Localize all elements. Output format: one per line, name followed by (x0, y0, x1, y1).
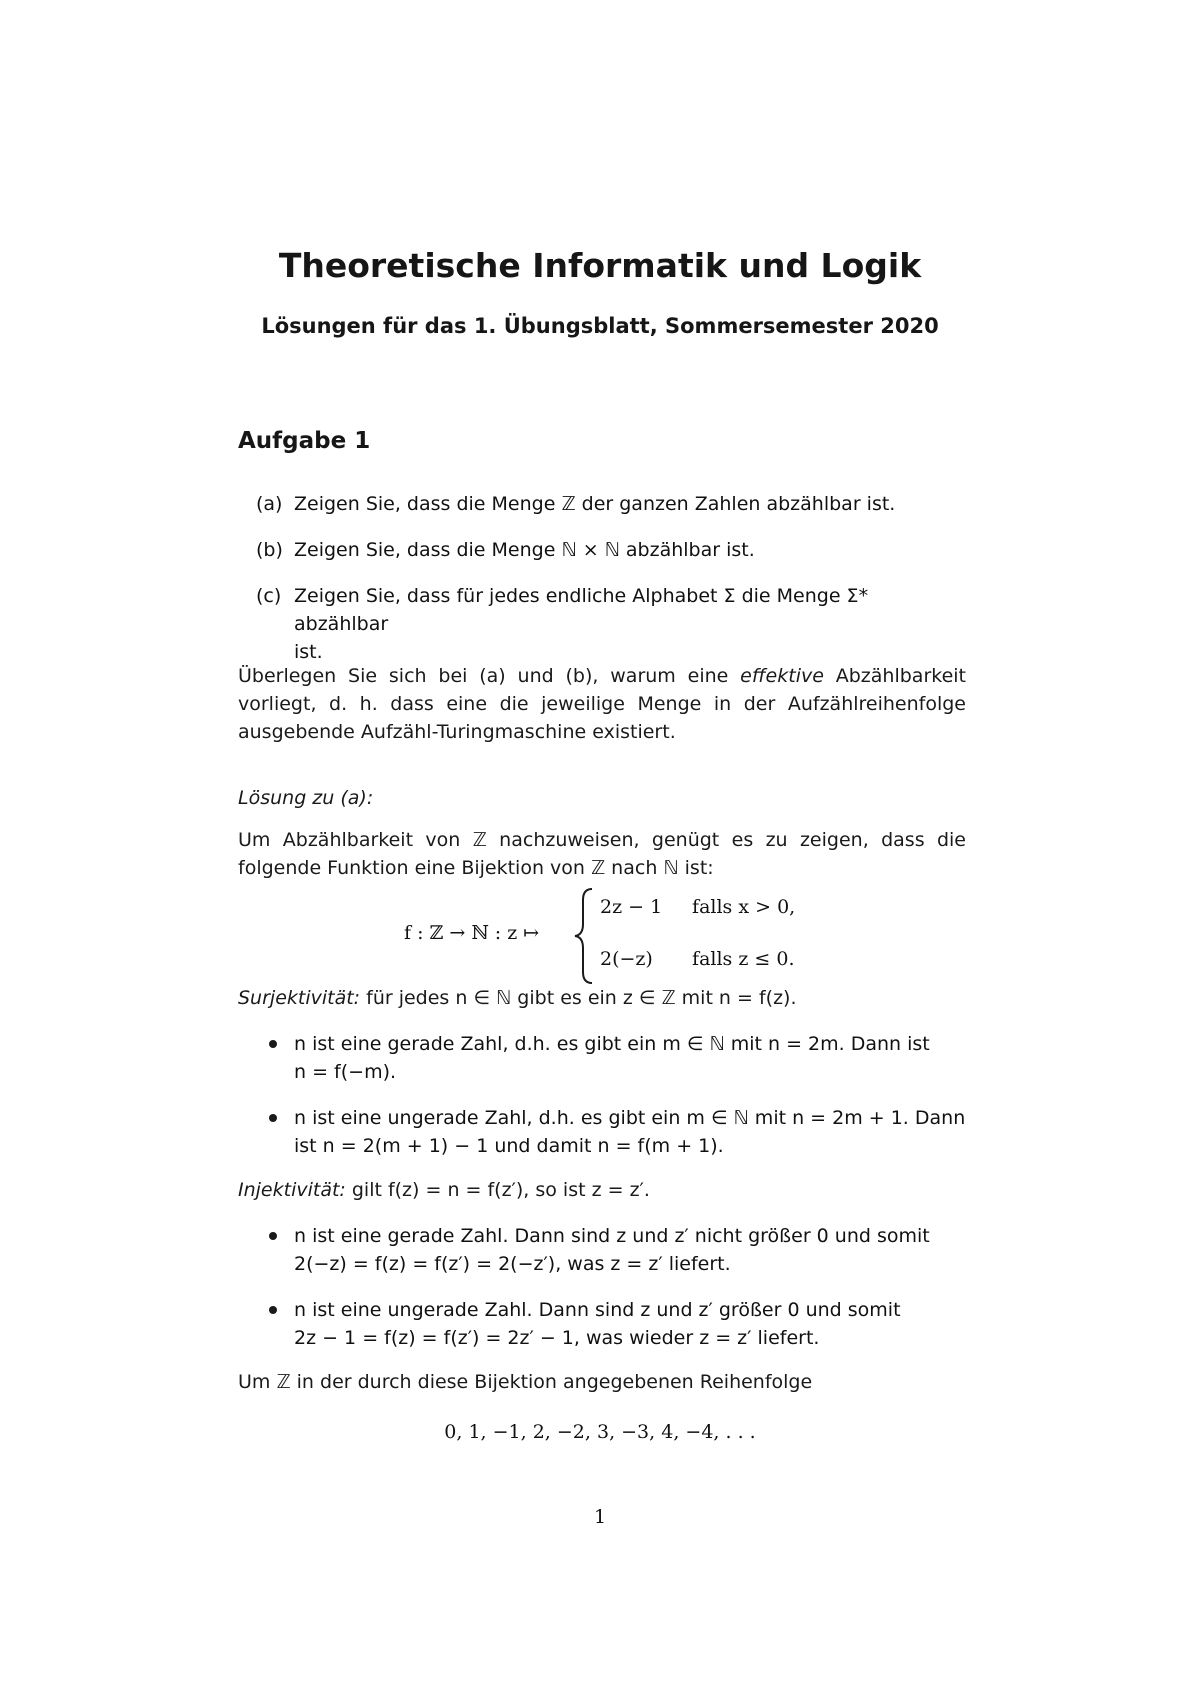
injectivity-statement (238, 1176, 966, 1204)
document-title: Theoretische Informatik und Logik (278, 246, 922, 285)
surjectivity-text: für jedes n ∈ ℕ gibt es ein z ∈ ℤ mit n = f(z). (360, 987, 797, 1009)
bullet-line: n = f(−m). (294, 1061, 397, 1083)
page-number: 1 (593, 1506, 607, 1528)
task-note (238, 662, 966, 746)
order-intro: Um ℤ in der durch diese Bijektion angegebenen Reihenfolge (238, 1371, 813, 1393)
document-subtitle: Lösungen für das 1. Übungsblatt, Sommersemester 2020 (261, 314, 939, 338)
surjectivity-label: Surjektivität: (238, 987, 361, 1009)
function-signature: f : ℤ → ℕ : z ↦ (404, 922, 540, 944)
case-expression: 2z − 1 (600, 896, 663, 918)
task-label: (b) (256, 539, 283, 561)
enumeration-sequence: 0, 1, −1, 2, −2, 3, −3, 4, −4, . . . (444, 1421, 756, 1443)
note-emphasis: effektive (740, 665, 824, 687)
task-text: Zeigen Sie, dass die Menge ℤ der ganzen Zahlen abzählbar ist. (294, 493, 896, 515)
case-condition: falls z ≤ 0. (692, 948, 795, 970)
bullet-icon (269, 1232, 277, 1240)
bullet-line: n ist eine ungerade Zahl, d.h. es gibt ein m ∈ ℕ mit n = 2m + 1. Dann (294, 1107, 966, 1129)
exercise-heading: Aufgabe 1 (238, 428, 371, 454)
bullet-line: n ist eine gerade Zahl. Dann sind z und z′ nicht größer 0 und somit (294, 1225, 930, 1247)
curly-brace (572, 886, 594, 986)
case-condition: falls x > 0, (692, 896, 796, 918)
bullet-line: ist n = 2(m + 1) − 1 und damit n = f(m + 1). (294, 1135, 724, 1157)
injectivity-label: Injektivität: (238, 1179, 346, 1201)
injectivity-text: gilt f(z) = n = f(z′), so ist z = z′. (345, 1179, 650, 1201)
bullet-icon (269, 1040, 277, 1048)
note-text: Überlegen Sie sich bei (a) und (b), warum eine (238, 665, 741, 687)
case-row-2 (600, 948, 795, 970)
note-text: Abzählbarkeit vorliegt, d. h. dass eine die jeweilige Menge in der Aufzählreihenfolge ausgebende Aufzähl-Turingmaschine existiert. (238, 665, 966, 743)
task-label: (a) (256, 493, 283, 515)
bullet-icon (269, 1306, 277, 1314)
case-expression: 2(−z) (600, 948, 653, 970)
solution-intro: Um Abzählbarkeit von ℤ nachzuweisen, genügt es zu zeigen, dass die folgende Funktion eine Bijektion von ℤ nach ℕ ist: (238, 829, 966, 879)
task-text (294, 582, 966, 666)
task-text: Zeigen Sie, dass die Menge ℕ × ℕ abzählbar ist. (294, 539, 755, 561)
bullet-line: 2z − 1 = f(z) = f(z′) = 2z′ − 1, was wieder z = z′ liefert. (294, 1327, 820, 1349)
bullet-line: n ist eine gerade Zahl, d.h. es gibt ein m ∈ ℕ mit n = 2m. Dann ist (294, 1033, 930, 1055)
bullet-line: n ist eine ungerade Zahl. Dann sind z und z′ größer 0 und somit (294, 1299, 901, 1321)
task-text-line: Zeigen Sie, dass für jedes endliche Alphabet Σ die Menge Σ* abzählbar (294, 585, 869, 635)
case-row-1 (600, 896, 795, 918)
surjectivity-statement (238, 984, 966, 1012)
function-definition (404, 888, 824, 988)
bullet-line: 2(−z) = f(z) = f(z′) = 2(−z′), was z = z′ liefert. (294, 1253, 731, 1275)
task-item-c (238, 582, 966, 663)
solution-heading: Lösung zu (a): (238, 787, 374, 809)
bullet-icon (269, 1114, 277, 1122)
task-text-line: ist. (294, 641, 323, 663)
task-label: (c) (256, 585, 282, 607)
